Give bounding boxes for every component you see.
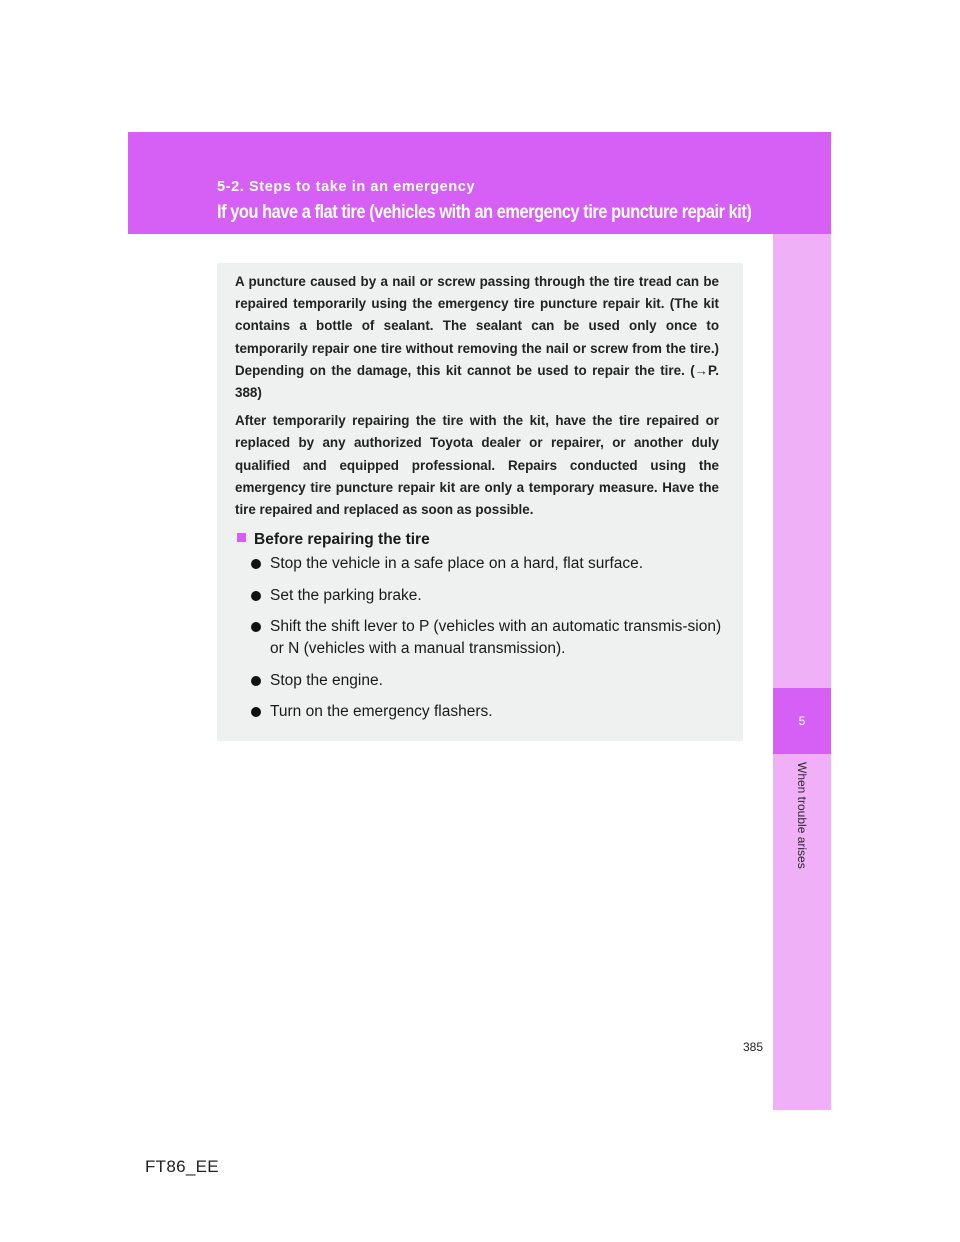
- page-number: 385: [743, 1040, 764, 1054]
- square-bullet-icon: [237, 533, 246, 542]
- bullet-dot-icon: [251, 676, 261, 686]
- list-item-text: Shift the shift lever to P (vehicles with an automatic transmis-sion) or N (vehicles with a manual transmission).: [270, 618, 722, 657]
- section-label: 5-2. Steps to take in an emergency: [217, 179, 476, 195]
- list-item: [251, 553, 725, 575]
- bullet-dot-icon: [251, 622, 261, 632]
- list-item-text: Stop the vehicle in a safe place on a hard, flat surface.: [270, 555, 644, 572]
- chapter-side-tab: [773, 234, 831, 1110]
- bullet-dot-icon: [251, 559, 261, 569]
- list-item-text: Set the parking brake.: [270, 586, 422, 604]
- list-item-text: Turn on the emergency flashers.: [270, 703, 493, 720]
- before-repair-list: [251, 553, 725, 733]
- before-repair-heading: [237, 531, 430, 549]
- chapter-label: [773, 762, 831, 892]
- intro-text: [235, 271, 719, 527]
- chapter-label-text: When trouble arises: [795, 762, 809, 869]
- bullet-dot-icon: [251, 707, 261, 717]
- page-title: If you have a flat tire (vehicles with an emergency tire puncture repair kit): [217, 202, 752, 223]
- intro-paragraph-1: A puncture caused by a nail or screw passing through the tire tread can be repaired temporarily using the emergency tire puncture repair kit. (The kit contains a bottle of sealant. The sealant can be used only once to temporarily repair one tire without removing the nail or screw from the tire.) Depending on the damage, this kit cannot be used to repair the tire. (→P. 388): [235, 274, 719, 401]
- document-code: FT86_EE: [145, 1157, 219, 1176]
- list-item: [251, 616, 725, 660]
- list-item: [251, 701, 725, 723]
- before-repair-heading-text: Before repairing the tire: [254, 531, 430, 548]
- intro-paragraph-2: After temporarily repairing the tire with the kit, have the tire repaired or replaced by any authorized Toyota dealer or repairer, or another duly qualified and equipped professional. Repairs conducted using the emergency tire puncture repair kit are only a temporary measure. Have the tire repaired and replaced as soon as possible.: [235, 413, 719, 518]
- list-item-text: Stop the engine.: [270, 671, 383, 689]
- bullet-dot-icon: [251, 591, 261, 601]
- section-header: [128, 132, 831, 234]
- content-box: [217, 263, 743, 741]
- list-item: [251, 670, 725, 692]
- chapter-number-tab[interactable]: 5: [773, 688, 831, 754]
- list-item: [251, 585, 725, 607]
